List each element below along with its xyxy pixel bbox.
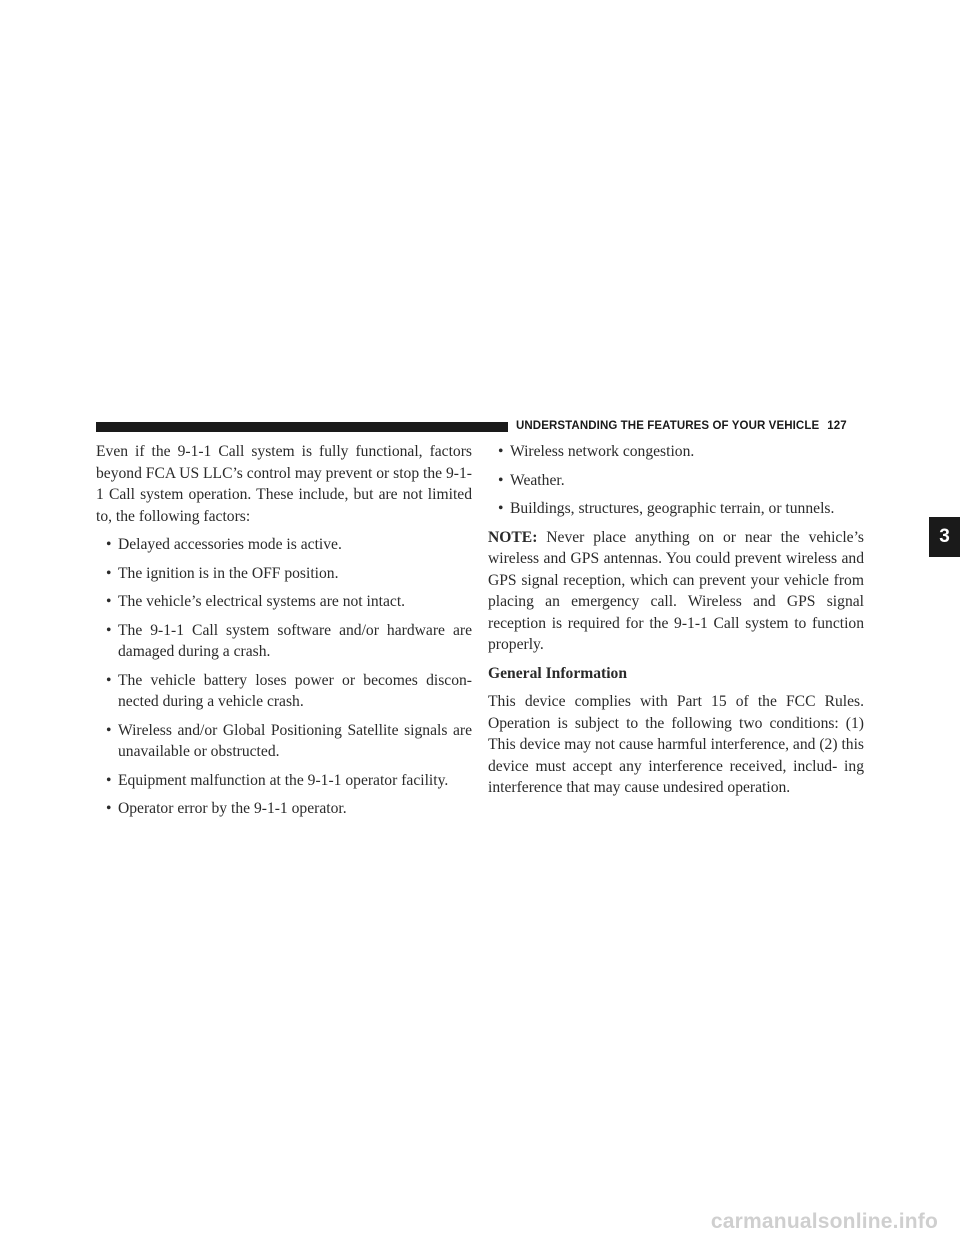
running-header: [516, 420, 864, 432]
bullet-icon: •: [106, 536, 112, 553]
bullet-icon: •: [498, 443, 504, 460]
list-item: • Wireless network congestion.: [488, 441, 864, 463]
bullet-icon: •: [106, 800, 112, 817]
intro-paragraph: Even if the 9-1-1 Call system is fully functional, factors beyond FCA US LLC’s control may prevent or stop the 9-1-1 Call system operation. These include, but are not limited to, the following factors:: [96, 443, 472, 525]
header-rule: [96, 422, 508, 432]
right-column: [488, 441, 864, 806]
section-paragraph: This device complies with Part 15 of the FCC Rules. Operation is subject to the following two conditions: (1) This device may not cause harmful interference, and (2) this device must accept any interference received, includ- ing interference that may cause undesired operation.: [488, 693, 864, 796]
note-paragraph: [488, 527, 864, 656]
header-title: UNDERSTANDING THE FEATURES OF YOUR VEHICLE: [516, 420, 820, 432]
bullet-icon: •: [498, 500, 504, 517]
section-heading: General Information: [488, 664, 628, 682]
list-item: • The vehicle’s electrical systems are not intact.: [96, 591, 472, 613]
bullet-icon: •: [106, 593, 112, 610]
bullet-icon: •: [498, 471, 504, 489]
list-item: • Equipment malfunction at the 9-1-1 operator facility.: [96, 770, 472, 792]
watermark: carmanualsonline.info: [710, 1210, 938, 1233]
bullet-icon: •: [106, 671, 112, 689]
list-item: • The 9-1-1 Call system software and/or hardware are damaged during a crash.: [106, 621, 472, 660]
list-item: • Delayed accessories mode is active.: [96, 534, 472, 556]
list-item: • The ignition is in the OFF position.: [96, 563, 472, 585]
bullet-icon: •: [106, 721, 112, 739]
note-text: Never place anything on or near the vehicle’s wireless and GPS antennas. You could prevent wireless and GPS signal reception, which can prevent your vehicle from placing an emergency call. Wireless and GPS signal reception is required for the 9-1-1 Call system to function properly.: [488, 528, 864, 653]
list-item: • Wireless and/or Global Positioning Satellite signals are unavailable or obstructed.: [106, 721, 472, 760]
bullet-icon: •: [106, 771, 112, 789]
page-number: 127: [827, 420, 847, 432]
left-column: [96, 441, 472, 827]
list-item: • The vehicle battery loses power or becomes discon- nected during a vehicle crash.: [106, 671, 472, 710]
list-item: • Buildings, structures, geographic terrain, or tunnels.: [488, 498, 864, 520]
bullet-icon: •: [106, 564, 112, 582]
list-item: • Weather.: [488, 470, 864, 492]
bullet-icon: •: [106, 621, 112, 639]
chapter-tab: 3: [929, 517, 960, 557]
list-item: • Operator error by the 9-1-1 operator.: [96, 798, 472, 820]
note-label: NOTE:: [488, 528, 538, 546]
